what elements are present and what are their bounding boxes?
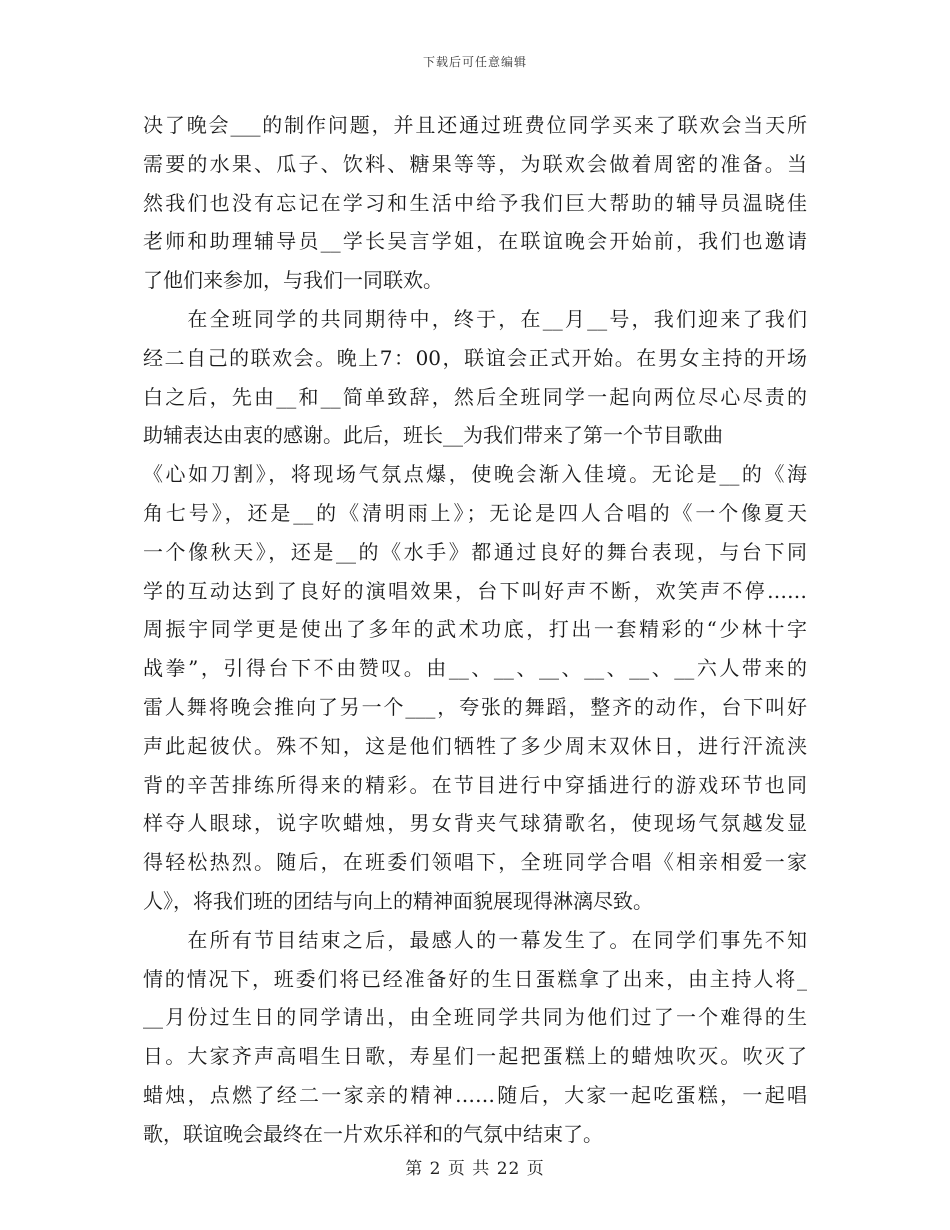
text-line: 一个像秋天》，还是__的《水手》都通过良好的舞台表现，与台下同 [143,539,807,564]
text-line: 在所有节目结束之后，最感人的一幕发生了。在同学们事先不知 [143,927,807,952]
text-line: 学的互动达到了良好的演唱效果，台下叫好声不断，欢笑声不停…… [143,578,807,603]
text-line: 声此起彼伏。殊不知，这是他们牺牲了多少周末双休日，进行汗流浃 [143,733,807,758]
page-number: 第 2 页 共 22 页 [405,1159,545,1179]
text-line: 经二自己的联欢会。晚上7：00，联谊会正式开始。在男女主持的开场 [143,345,807,370]
text-line: 然我们也没有忘记在学习和生活中给予我们巨大帮助的辅导员温晓佳 [143,190,807,215]
text-line: 角七号》，还是__的《清明雨上》；无论是四人合唱的《一个像夏天 [143,500,807,525]
document-body [143,106,807,1154]
text-line: __月份过生日的同学请出，由全班同学共同为他们过了一个难得的生 [143,1005,807,1030]
text-line: 战拳”，引得台下不由赞叹。由__、__、__、__、__、__六人带来的 [143,656,807,681]
text-line: 日。大家齐声高唱生日歌，寿星们一起把蛋糕上的蜡烛吹灭。吹灭了 [143,1044,807,1069]
text-line: 决了晚会___的制作问题，并且还通过班费位同学买来了联欢会当天所 [143,113,807,137]
text-line: 需要的水果、瓜子、饮料、糖果等等，为联欢会做着周密的准备。当 [143,151,807,176]
text-line: 蜡烛，点燃了经二一家亲的精神……随后，大家一起吃蛋糕，一起唱 [143,1082,807,1107]
text-line: 人》，将我们班的团结与向上的精神面貌展现得淋漓尽致。 [143,888,653,913]
text-line: 样夺人眼球，说字吹蜡烛，男女背夹气球猜歌名，使现场气氛越发显 [143,811,807,836]
text-line: 歌，联谊晚会最终在一片欢乐祥和的气氛中结束了。 [143,1121,603,1146]
text-line: 得轻松热烈。随后，在班委们领唱下，全班同学合唱《相亲相爱一家 [143,850,807,875]
text-line: 老师和助理辅导员__学长吴言学姐，在联谊晚会开始前，我们也邀请 [143,229,807,254]
text-line: 助辅表达由衷的感谢。此后，班长__为我们带来了第一个节目歌曲 [143,423,723,448]
text-line: 背的辛苦排练所得来的精彩。在节目进行中穿插进行的游戏环节也同 [143,772,807,797]
text-line: 在全班同学的共同期待中，终于，在__月__号，我们迎来了我们 [143,306,807,331]
text-line: 了他们来参加，与我们一同联欢。 [143,268,443,293]
text-line: 《心如刀割》，将现场气氛点爆，使晚会渐入佳境。无论是__的《海 [143,462,807,487]
text-line: 雷人舞将晚会推向了另一个___，夸张的舞蹈，整齐的动作，台下叫好 [143,694,807,719]
header-note: 下载后可任意编辑 [422,55,527,69]
text-line: 周振宇同学更是使出了多年的武术功底，打出一套精彩的“少林十字 [143,617,807,642]
text-line: 白之后，先由__和__简单致辞，然后全班同学一起向两位尽心尽责的 [143,384,807,409]
text-line: 情的情况下，班委们将已经准备好的生日蛋糕拿了出来，由主持人将_ [143,966,807,991]
